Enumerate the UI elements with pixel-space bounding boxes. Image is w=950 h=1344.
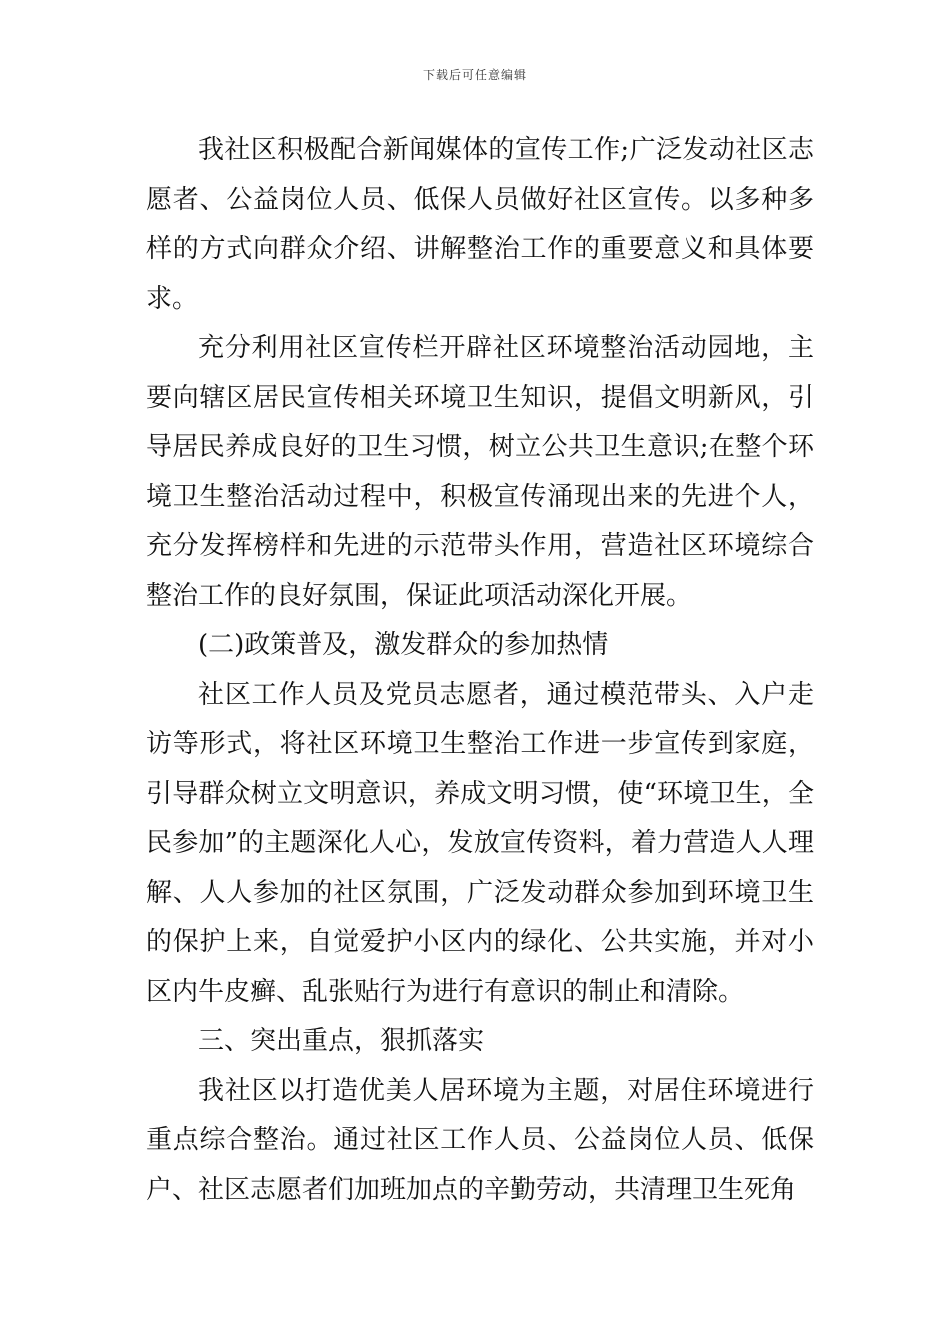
paragraph-environment: 我社区以打造优美人居环境为主题，对居住环境进行重点综合整治。通过社区工作人员、公益岗位人员、低保户、社区志愿者们加班加点的辛勤劳动，共清理卫生死角 bbox=[146, 1075, 814, 1205]
paragraph-bulletin-board: 充分利用社区宣传栏开辟社区环境整治活动园地，主要向辖区居民宣传相关环境卫生知识，提倡文明新风，引导居民养成良好的卫生习惯，树立公共卫生意识;在整个环境卫生整治活动过程中，积极宣传涌现出来的先进个人，充分发挥榜样和先进的示范带头作用，营造社区环境综合整治工作的良好氛围，保证此项活动深化开展。 bbox=[146, 333, 814, 611]
section-heading-policy: (二)政策普及，激发群众的参加热情 bbox=[198, 630, 609, 660]
paragraph-volunteers: 社区工作人员及党员志愿者，通过模范带头、入户走访等形式，将社区环境卫生整治工作进一步宣传到家庭，引导群众树立文明意识，养成文明习惯，使“环境卫生，全民参加”的主题深化人心，发放宣传资料，着力营造人人理解、人人参加的社区氛围，广泛发动群众参加到环境卫生的保护上来，自觉爱护小区内的绿化、公共实施，并对小区内牛皮癣、乱张贴行为进行有意识的制止和清除。 bbox=[146, 679, 814, 1007]
page-header: 下载后可任意编辑 bbox=[422, 68, 527, 82]
document-body bbox=[146, 126, 814, 1215]
section-heading-focus: 三、突出重点，狠抓落实 bbox=[198, 1026, 485, 1056]
paragraph-publicity: 我社区积极配合新闻媒体的宣传工作;广泛发动社区志愿者、公益岗位人员、低保人员做好社区宣传。以多种多样的方式向群众介绍、讲解整治工作的重要意义和具体要求。 bbox=[146, 135, 814, 314]
